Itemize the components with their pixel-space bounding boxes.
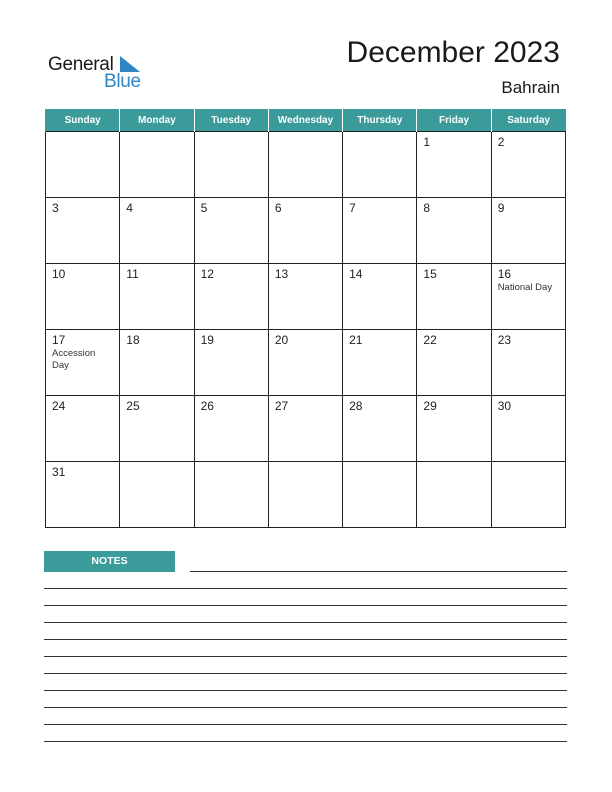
note-line [44, 724, 567, 725]
logo [48, 52, 158, 92]
day-number: 18 [126, 333, 140, 347]
weekday-header: Monday [120, 109, 194, 132]
day-cell [194, 396, 268, 462]
day-cell [268, 198, 342, 264]
week-row [46, 264, 566, 330]
note-line [44, 622, 567, 623]
weekday-header: Sunday [46, 109, 120, 132]
day-number: 19 [200, 333, 214, 347]
calendar-grid [45, 109, 566, 528]
week-row [46, 132, 566, 198]
day-number: 12 [200, 267, 214, 281]
day-number: 10 [52, 267, 66, 281]
day-cell [194, 198, 268, 264]
day-cell [268, 132, 342, 198]
day-cell [343, 198, 417, 264]
weekday-header: Thursday [343, 109, 417, 132]
day-number: 5 [200, 201, 208, 215]
day-cell [120, 462, 194, 528]
day-cell [491, 264, 565, 330]
day-number: 13 [274, 267, 289, 281]
day-cell [46, 396, 120, 462]
day-cell [417, 132, 491, 198]
day-cell [417, 462, 491, 528]
day-cell [194, 462, 268, 528]
day-cell [417, 330, 491, 396]
weekday-header-row [46, 109, 566, 132]
week-row [46, 330, 566, 396]
note-line [44, 605, 567, 606]
day-cell [417, 396, 491, 462]
day-cell [120, 198, 194, 264]
day-cell [417, 198, 491, 264]
day-cell [343, 132, 417, 198]
note-line [44, 639, 567, 640]
day-cell [120, 132, 194, 198]
week-row [46, 198, 566, 264]
day-number: 1 [423, 135, 431, 149]
day-number: 26 [200, 399, 214, 413]
notes-label: NOTES [44, 551, 175, 572]
day-number: 7 [349, 201, 356, 215]
note-line [44, 673, 567, 674]
day-cell [46, 198, 120, 264]
day-number: 8 [423, 201, 431, 215]
day-cell [491, 198, 565, 264]
day-cell [343, 462, 417, 528]
day-cell [120, 396, 194, 462]
day-cell [343, 330, 417, 396]
day-number: 22 [423, 333, 437, 347]
note-line [44, 707, 567, 708]
day-number: 21 [349, 333, 363, 347]
day-cell [491, 462, 565, 528]
day-number: 30 [497, 399, 512, 413]
day-number: 3 [52, 201, 59, 215]
day-cell [46, 132, 120, 198]
day-cell [491, 396, 565, 462]
day-number: 17 [52, 333, 66, 347]
day-number: 6 [274, 201, 282, 215]
logo-word-blue: Blue [104, 71, 141, 92]
weekday-header: Tuesday [194, 109, 268, 132]
day-cell [343, 264, 417, 330]
note-line [44, 741, 567, 742]
day-cell [268, 264, 342, 330]
day-cell [46, 462, 120, 528]
day-cell [343, 396, 417, 462]
day-number: 16 [497, 267, 512, 281]
day-number: 31 [52, 465, 66, 479]
day-cell [268, 396, 342, 462]
logo-word-general: General [48, 54, 114, 75]
weekday-header: Friday [417, 109, 491, 132]
day-cell [46, 330, 120, 396]
note-line [44, 588, 567, 589]
holiday-label: National Day [497, 282, 553, 293]
country-label: Bahrain [501, 78, 560, 97]
day-cell [491, 330, 565, 396]
day-cell [194, 264, 268, 330]
day-number: 2 [497, 135, 505, 149]
note-line [190, 571, 567, 572]
day-cell [194, 330, 268, 396]
day-number: 15 [423, 267, 437, 281]
day-number: 20 [274, 333, 289, 347]
day-cell [120, 330, 194, 396]
weekday-header: Saturday [491, 109, 565, 132]
week-row [46, 396, 566, 462]
day-number: 14 [349, 267, 363, 281]
day-cell [120, 264, 194, 330]
holiday-label: Accession Day [52, 348, 96, 371]
page-title: December 2023 [346, 36, 560, 69]
day-number: 27 [274, 399, 289, 413]
day-number: 28 [349, 399, 363, 413]
day-cell [417, 264, 491, 330]
day-cell [268, 462, 342, 528]
day-number: 9 [497, 201, 505, 215]
note-line [44, 690, 567, 691]
day-number: 11 [126, 267, 139, 281]
day-cell [491, 132, 565, 198]
day-number: 29 [423, 399, 437, 413]
weekday-header: Wednesday [268, 109, 342, 132]
day-cell [268, 330, 342, 396]
day-number: 24 [52, 399, 66, 413]
day-number: 23 [497, 333, 512, 347]
day-cell [46, 264, 120, 330]
day-cell [194, 132, 268, 198]
day-number: 4 [126, 201, 133, 215]
note-line [44, 656, 567, 657]
day-number: 25 [126, 399, 140, 413]
week-row [46, 462, 566, 528]
calendar-body [46, 132, 566, 528]
